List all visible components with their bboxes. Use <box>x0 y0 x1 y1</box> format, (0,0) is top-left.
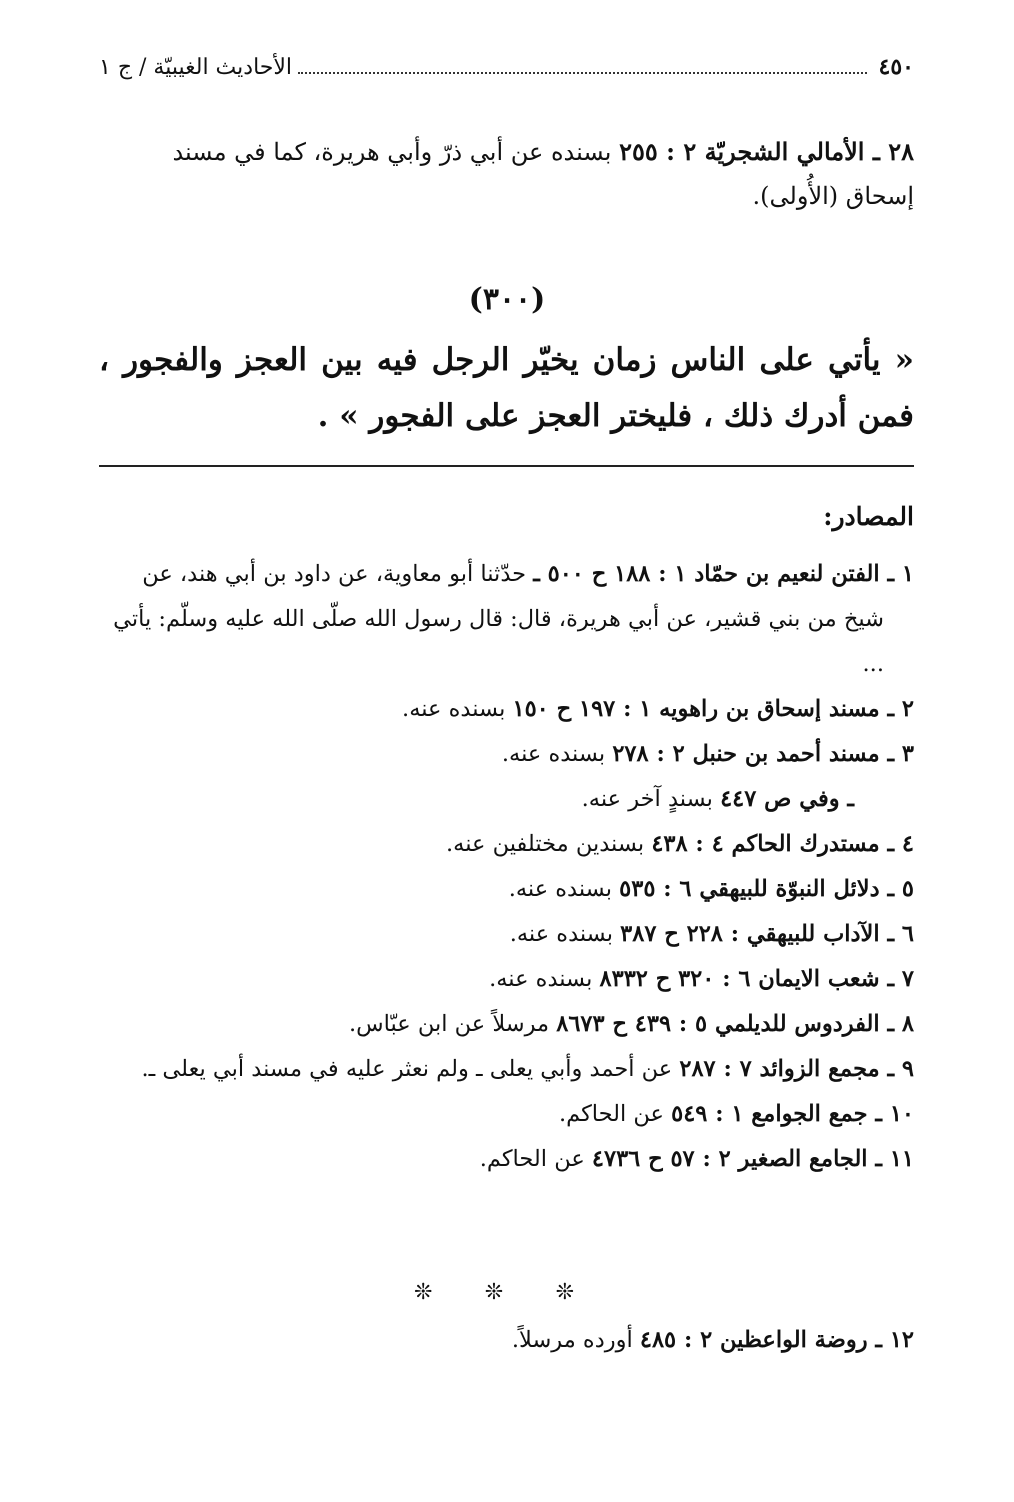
source-text: أورده مرسلاً. <box>511 1327 640 1353</box>
footnote-reference: ٢٨ ـ الأمالي الشجريّة ٢ : ٢٥٥ <box>619 137 914 166</box>
source-reference: ١١ ـ الجامع الصغير ٢ : ٥٧ ح ٤٧٣٦ <box>591 1146 914 1172</box>
source-text: عن أحمد وأبي يعلى ـ ولم نعثر عليه في مسند أبي يعلى ـ. <box>141 1056 680 1082</box>
source-item <box>99 822 914 867</box>
source-item <box>99 777 914 822</box>
running-header <box>99 54 914 88</box>
source-reference: ٤ ـ مستدرك الحاكم ٤ : ٤٣٨ <box>651 831 914 857</box>
source-reference: ٩ ـ مجمع الزوائد ٧ : ٢٨٧ <box>679 1056 914 1082</box>
previous-footnote <box>99 130 914 218</box>
source-item <box>99 1002 914 1047</box>
hadith-number: (٣٠٠) <box>468 282 546 317</box>
source-text: عن الحاكم. <box>558 1101 672 1127</box>
source-reference: ٥ ـ دلائل النبوّة للبيهقي ٦ : ٥٣٥ <box>619 876 914 902</box>
source-reference: ٣ ـ مسند أحمد بن حنبل ٢ : ٢٧٨ <box>612 741 914 767</box>
source-text: بسندٍ آخر عنه. <box>581 786 721 812</box>
source-item <box>99 867 914 912</box>
source-text: بسنده عنه. <box>508 876 620 902</box>
source-reference: ٢ ـ مسند إسحاق بن راهويه ١ : ١٩٧ ح ١٥٠ <box>512 696 914 722</box>
sources-heading: المصادر: <box>823 502 914 531</box>
source-item <box>99 732 914 777</box>
source-item <box>99 912 914 957</box>
source-reference: ـ وفي ص ٤٤٧ <box>720 786 854 812</box>
source-text: بسنده عنه. <box>501 741 613 767</box>
footnote-text: بسنده عن أبي ذرّ وأبي هريرة، كما في مسند إسحاق (الأُولى). <box>172 138 914 210</box>
source-item <box>99 957 914 1002</box>
book-title: الأحاديث الغيبيّة / ج ١ <box>99 55 293 80</box>
source-reference: ٦ ـ الآداب للبيهقي : ٢٢٨ ح ٣٨٧ <box>620 921 914 947</box>
source-reference: ٧ ـ شعب الايمان ٦ : ٣٢٠ ح ٨٣٣٢ <box>599 966 914 992</box>
source-item <box>99 687 914 732</box>
source-text: بسنده عنه. <box>509 921 621 947</box>
dotted-leader <box>298 56 867 74</box>
hadith-text: « يأتي على الناس زمان يخيّر الرجل فيه بين العجز والفجور ، فمن أدرك ذلك ، فليختر العجز على الفجور » . <box>99 342 914 434</box>
source-text: مرسلاً عن ابن عبّاس. <box>349 1011 557 1037</box>
source-reference: ١٠ ـ جمع الجوامع ١ : ٥٤٩ <box>671 1101 914 1127</box>
source-text: بسنده عنه. <box>402 696 513 722</box>
separator-star: ❊ <box>484 1280 504 1305</box>
source-text: بسنده عنه. <box>489 966 600 992</box>
separator-star: ❊ <box>555 1280 574 1305</box>
last-source <box>512 1327 914 1353</box>
source-text: بسندين مختلفين عنه. <box>446 831 652 857</box>
sources-list <box>99 552 914 1182</box>
source-reference: ١٢ ـ روضة الواعظين ٢ : ٤٨٥ <box>639 1327 914 1353</box>
section-separator <box>414 1280 574 1305</box>
source-item <box>99 1092 914 1137</box>
separator-star: ❊ <box>414 1280 433 1305</box>
source-item <box>99 552 914 687</box>
source-text: حدّثنا أبو معاوية، عن داود بن أبي هند، عن شيخ من بني قشير، عن أبي هريرة، قال: قال رسول الله صلّى الله عليه وسلّم: يأتي ... <box>113 561 884 677</box>
source-item <box>99 1137 914 1182</box>
source-item <box>99 1047 914 1092</box>
source-reference: ٨ ـ الفردوس للديلمي ٥ : ٤٣٩ ح ٨٦٧٣ <box>556 1011 914 1037</box>
divider-line <box>99 465 914 467</box>
page-number: ٤٥٠ <box>878 54 914 80</box>
source-reference: ١ ـ الفتن لنعيم بن حمّاد ١ : ١٨٨ ح ٥٠٠ ـ <box>533 561 914 587</box>
source-text: عن الحاكم. <box>479 1146 592 1172</box>
